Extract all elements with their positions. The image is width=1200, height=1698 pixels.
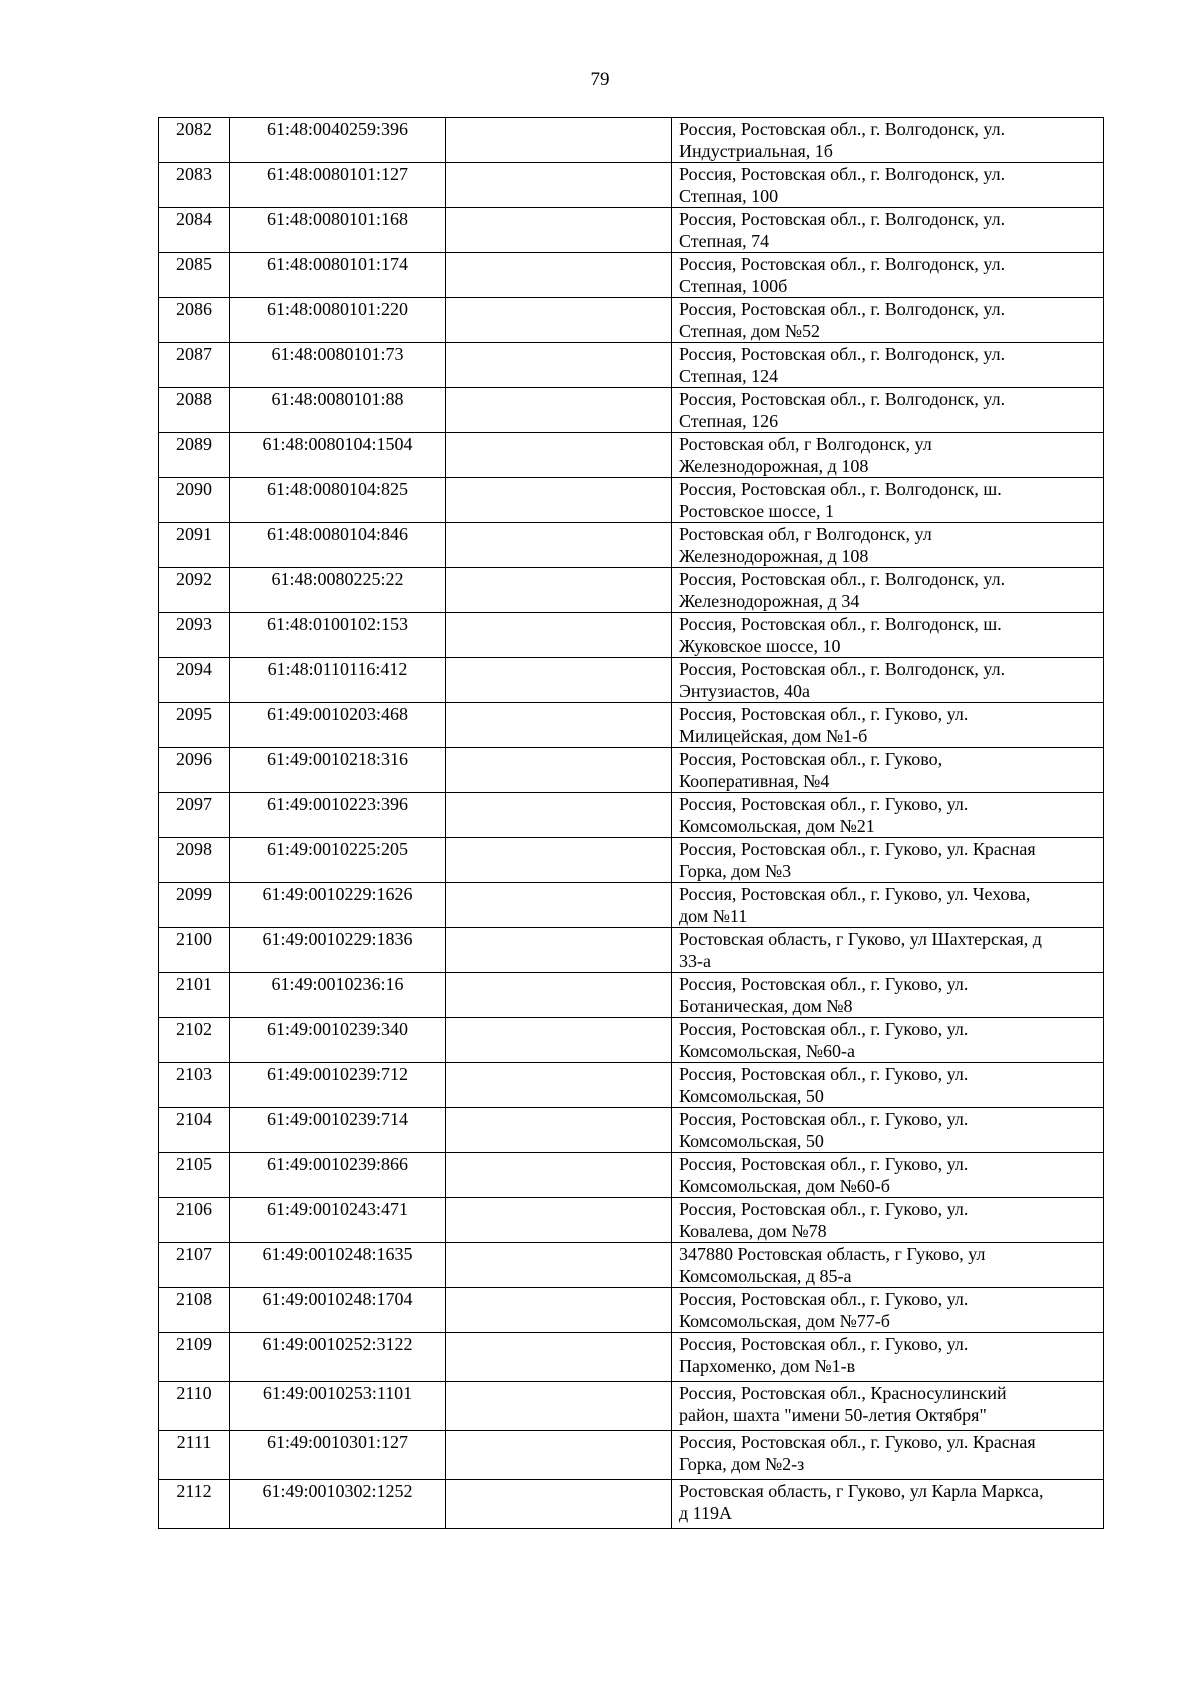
table-row [159, 253, 1104, 298]
table-row [159, 883, 1104, 928]
row-number-cell: 2091 [159, 523, 230, 568]
empty-cell [446, 928, 672, 973]
address-cell [672, 928, 1104, 973]
cadastral-number-cell: 61:49:0010239:340 [230, 1018, 446, 1063]
address-line: Россия, Ростовская обл., г. Гуково, ул. Красная [679, 1432, 1036, 1452]
empty-cell [446, 1153, 672, 1198]
address-cell [672, 1480, 1104, 1529]
address-line: д 119А [679, 1503, 732, 1523]
address-cell [672, 748, 1104, 793]
table-row [159, 973, 1104, 1018]
table-row [159, 703, 1104, 748]
row-number-cell: 2110 [159, 1382, 230, 1431]
row-number-cell: 2088 [159, 388, 230, 433]
address-cell [672, 253, 1104, 298]
table-row [159, 1333, 1104, 1382]
table-row [159, 1480, 1104, 1529]
cadastral-number-cell: 61:49:0010223:396 [230, 793, 446, 838]
address-line: Россия, Ростовская обл., г. Гуково, ул. Чехова, [679, 884, 1031, 904]
row-number-cell: 2111 [159, 1431, 230, 1480]
address-line: Степная, 74 [679, 231, 770, 251]
address-cell [672, 208, 1104, 253]
address-line: Россия, Ростовская обл., г. Волгодонск, ул. [679, 659, 1006, 679]
address-cell [672, 883, 1104, 928]
cadastral-number-cell: 61:48:0080104:1504 [230, 433, 446, 478]
table-row [159, 1198, 1104, 1243]
row-number-cell: 2094 [159, 658, 230, 703]
empty-cell [446, 163, 672, 208]
address-line: Степная, 126 [679, 411, 779, 431]
address-line: Комсомольская, дом №21 [679, 816, 875, 836]
address-line: Жуковское шоссе, 10 [679, 636, 841, 656]
table-row [159, 838, 1104, 883]
cadastral-number-cell: 61:48:0080101:220 [230, 298, 446, 343]
address-line: Россия, Ростовская обл., г. Гуково, ул. Красная [679, 839, 1036, 859]
table-row [159, 1063, 1104, 1108]
table-row [159, 1243, 1104, 1288]
table-row [159, 118, 1104, 163]
address-line: Железнодорожная, д 108 [679, 456, 869, 476]
address-line: Россия, Ростовская обл., г. Гуково, ул. [679, 1109, 969, 1129]
address-cell [672, 1288, 1104, 1333]
address-cell [672, 343, 1104, 388]
cadastral-number-cell: 61:49:0010248:1704 [230, 1288, 446, 1333]
table-row [159, 1018, 1104, 1063]
table-row [159, 658, 1104, 703]
address-cell [672, 793, 1104, 838]
address-line: Степная, 124 [679, 366, 779, 386]
address-line: Комсомольская, №60-а [679, 1041, 856, 1061]
table-row [159, 433, 1104, 478]
table-row [159, 1431, 1104, 1480]
address-line: Милицейская, дом №1-б [679, 726, 868, 746]
empty-cell [446, 1288, 672, 1333]
address-line: 33-а [679, 951, 711, 971]
empty-cell [446, 748, 672, 793]
address-line: Россия, Ростовская обл., г. Волгодонск, ул. [679, 569, 1006, 589]
address-cell [672, 1063, 1104, 1108]
address-cell [672, 838, 1104, 883]
empty-cell [446, 658, 672, 703]
table-row [159, 928, 1104, 973]
table-row [159, 1108, 1104, 1153]
empty-cell [446, 1198, 672, 1243]
address-cell [672, 388, 1104, 433]
table-row [159, 478, 1104, 523]
row-number-cell: 2097 [159, 793, 230, 838]
empty-cell [446, 703, 672, 748]
cadastral-number-cell: 61:49:0010229:1836 [230, 928, 446, 973]
cadastral-number-cell: 61:49:0010239:866 [230, 1153, 446, 1198]
address-line: Россия, Ростовская обл., г. Гуково, ул. [679, 1289, 969, 1309]
table-row [159, 1288, 1104, 1333]
address-cell [672, 613, 1104, 658]
address-line: дом №11 [679, 906, 748, 926]
row-number-cell: 2083 [159, 163, 230, 208]
address-cell [672, 1198, 1104, 1243]
address-line: Россия, Ростовская обл., г. Волгодонск, ш. [679, 479, 1002, 499]
cadastral-number-cell: 61:48:0080104:825 [230, 478, 446, 523]
cadastral-number-cell: 61:49:0010301:127 [230, 1431, 446, 1480]
address-line: Россия, Ростовская обл., г. Волгодонск, ул. [679, 389, 1006, 409]
row-number-cell: 2102 [159, 1018, 230, 1063]
address-cell [672, 1153, 1104, 1198]
cadastral-number-cell: 61:48:0080101:127 [230, 163, 446, 208]
empty-cell [446, 973, 672, 1018]
empty-cell [446, 523, 672, 568]
address-line: Ростовская область, г Гуково, ул Карла Маркса, [679, 1481, 1044, 1501]
address-cell [672, 433, 1104, 478]
row-number-cell: 2099 [159, 883, 230, 928]
address-line: Россия, Ростовская обл., г. Гуково, ул. [679, 1064, 969, 1084]
address-line: Энтузиастов, 40а [679, 681, 810, 701]
empty-cell [446, 1018, 672, 1063]
empty-cell [446, 118, 672, 163]
row-number-cell: 2087 [159, 343, 230, 388]
address-cell [672, 1108, 1104, 1153]
address-cell [672, 118, 1104, 163]
empty-cell [446, 343, 672, 388]
address-line: Россия, Ростовская обл., г. Волгодонск, ул. [679, 164, 1006, 184]
empty-cell [446, 1431, 672, 1480]
address-line: Ботаническая, дом №8 [679, 996, 853, 1016]
empty-cell [446, 613, 672, 658]
cadastral-number-cell: 61:49:0010302:1252 [230, 1480, 446, 1529]
address-line: Ростовская область, г Гуково, ул Шахтерская, д [679, 929, 1042, 949]
empty-cell [446, 253, 672, 298]
empty-cell [446, 478, 672, 523]
address-line: Комсомольская, 50 [679, 1131, 824, 1151]
address-line: Индустриальная, 1б [679, 141, 833, 161]
cadastral-number-cell: 61:49:0010239:712 [230, 1063, 446, 1108]
cadastral-number-cell: 61:48:0080104:846 [230, 523, 446, 568]
address-line: Россия, Ростовская обл., г. Гуково, ул. [679, 1334, 969, 1354]
row-number-cell: 2101 [159, 973, 230, 1018]
address-line: 347880 Ростовская область, г Гуково, ул [679, 1244, 986, 1264]
table-row [159, 298, 1104, 343]
address-line: Комсомольская, 50 [679, 1086, 824, 1106]
empty-cell [446, 1243, 672, 1288]
address-line: Ковалева, дом №78 [679, 1221, 827, 1241]
address-line: Россия, Ростовская обл., г. Гуково, ул. [679, 1019, 969, 1039]
address-line: Степная, дом №52 [679, 321, 821, 341]
address-cell [672, 1382, 1104, 1431]
address-cell [672, 163, 1104, 208]
address-line: Россия, Ростовская обл., г. Гуково, ул. [679, 1199, 969, 1219]
address-cell [672, 478, 1104, 523]
address-cell [672, 973, 1104, 1018]
address-cell [672, 568, 1104, 613]
empty-cell [446, 298, 672, 343]
row-number-cell: 2107 [159, 1243, 230, 1288]
cadastral-number-cell: 61:48:0080101:174 [230, 253, 446, 298]
row-number-cell: 2096 [159, 748, 230, 793]
empty-cell [446, 433, 672, 478]
address-line: Россия, Ростовская обл., г. Гуково, ул. [679, 1154, 969, 1174]
address-line: Горка, дом №2-з [679, 1454, 805, 1474]
table-row [159, 343, 1104, 388]
empty-cell [446, 838, 672, 883]
address-line: Ростовская обл, г Волгодонск, ул [679, 524, 932, 544]
empty-cell [446, 793, 672, 838]
address-line: Комсомольская, д 85-а [679, 1266, 852, 1286]
cadastral-number-cell: 61:49:0010252:3122 [230, 1333, 446, 1382]
row-number-cell: 2108 [159, 1288, 230, 1333]
cadastral-number-cell: 61:49:0010218:316 [230, 748, 446, 793]
land-plot-table [158, 117, 1104, 1529]
address-line: Комсомольская, дом №77-б [679, 1311, 890, 1331]
address-line: Ростовское шоссе, 1 [679, 501, 835, 521]
address-line: Россия, Ростовская обл., Красносулинский [679, 1383, 1007, 1403]
row-number-cell: 2082 [159, 118, 230, 163]
address-line: Ростовская обл, г Волгодонск, ул [679, 434, 932, 454]
address-cell [672, 658, 1104, 703]
table-row [159, 523, 1104, 568]
row-number-cell: 2104 [159, 1108, 230, 1153]
address-cell [672, 1333, 1104, 1382]
empty-cell [446, 1063, 672, 1108]
row-number-cell: 2100 [159, 928, 230, 973]
address-line: Россия, Ростовская обл., г. Гуково, [679, 749, 943, 769]
address-line: Россия, Ростовская обл., г. Гуково, ул. [679, 704, 969, 724]
table-row [159, 613, 1104, 658]
cadastral-number-cell: 61:49:0010236:16 [230, 973, 446, 1018]
row-number-cell: 2112 [159, 1480, 230, 1529]
table-row [159, 748, 1104, 793]
cadastral-number-cell: 61:49:0010248:1635 [230, 1243, 446, 1288]
address-line: Пархоменко, дом №1-в [679, 1356, 856, 1376]
address-cell [672, 1243, 1104, 1288]
table-row [159, 208, 1104, 253]
empty-cell [446, 1108, 672, 1153]
cadastral-number-cell: 61:48:0100102:153 [230, 613, 446, 658]
row-number-cell: 2103 [159, 1063, 230, 1108]
address-line: Россия, Ростовская обл., г. Волгодонск, ул. [679, 209, 1006, 229]
table-row [159, 568, 1104, 613]
address-line: Железнодорожная, д 34 [679, 591, 860, 611]
cadastral-number-cell: 61:49:0010253:1101 [230, 1382, 446, 1431]
address-line: Россия, Ростовская обл., г. Волгодонск, ул. [679, 299, 1006, 319]
cadastral-number-cell: 61:48:0080101:168 [230, 208, 446, 253]
cadastral-number-cell: 61:49:0010243:471 [230, 1198, 446, 1243]
table-row [159, 1153, 1104, 1198]
empty-cell [446, 568, 672, 613]
row-number-cell: 2090 [159, 478, 230, 523]
address-line: Россия, Ростовская обл., г. Гуково, ул. [679, 974, 969, 994]
address-line: Степная, 100 [679, 186, 779, 206]
table-row [159, 388, 1104, 433]
empty-cell [446, 388, 672, 433]
address-line: Россия, Ростовская обл., г. Гуково, ул. [679, 794, 969, 814]
row-number-cell: 2098 [159, 838, 230, 883]
address-cell [672, 1018, 1104, 1063]
address-cell [672, 1431, 1104, 1480]
cadastral-number-cell: 61:49:0010229:1626 [230, 883, 446, 928]
table-row [159, 163, 1104, 208]
row-number-cell: 2106 [159, 1198, 230, 1243]
address-cell [672, 703, 1104, 748]
row-number-cell: 2095 [159, 703, 230, 748]
empty-cell [446, 1382, 672, 1431]
empty-cell [446, 1333, 672, 1382]
empty-cell [446, 883, 672, 928]
cadastral-number-cell: 61:48:0080225:22 [230, 568, 446, 613]
row-number-cell: 2105 [159, 1153, 230, 1198]
row-number-cell: 2084 [159, 208, 230, 253]
table-row [159, 793, 1104, 838]
cadastral-number-cell: 61:48:0110116:412 [230, 658, 446, 703]
cadastral-number-cell: 61:49:0010225:205 [230, 838, 446, 883]
row-number-cell: 2092 [159, 568, 230, 613]
cadastral-number-cell: 61:48:0040259:396 [230, 118, 446, 163]
address-cell [672, 523, 1104, 568]
address-line: Степная, 100б [679, 276, 788, 296]
address-line: район, шахта "имени 50-летия Октября" [679, 1405, 987, 1425]
address-line: Горка, дом №3 [679, 861, 792, 881]
empty-cell [446, 208, 672, 253]
address-line: Россия, Ростовская обл., г. Волгодонск, ул. [679, 254, 1006, 274]
address-line: Железнодорожная, д 108 [679, 546, 869, 566]
row-number-cell: 2089 [159, 433, 230, 478]
address-line: Комсомольская, дом №60-б [679, 1176, 890, 1196]
cadastral-number-cell: 61:48:0080101:88 [230, 388, 446, 433]
cadastral-number-cell: 61:49:0010203:468 [230, 703, 446, 748]
address-cell [672, 298, 1104, 343]
row-number-cell: 2093 [159, 613, 230, 658]
address-line: Россия, Ростовская обл., г. Волгодонск, ул. [679, 119, 1006, 139]
empty-cell [446, 1480, 672, 1529]
row-number-cell: 2086 [159, 298, 230, 343]
cadastral-number-cell: 61:48:0080101:73 [230, 343, 446, 388]
cadastral-number-cell: 61:49:0010239:714 [230, 1108, 446, 1153]
address-line: Россия, Ростовская обл., г. Волгодонск, ул. [679, 344, 1006, 364]
address-line: Кооперативная, №4 [679, 771, 830, 791]
row-number-cell: 2109 [159, 1333, 230, 1382]
row-number-cell: 2085 [159, 253, 230, 298]
page-number: 79 [590, 69, 610, 90]
table-row [159, 1382, 1104, 1431]
address-line: Россия, Ростовская обл., г. Волгодонск, ш. [679, 614, 1002, 634]
